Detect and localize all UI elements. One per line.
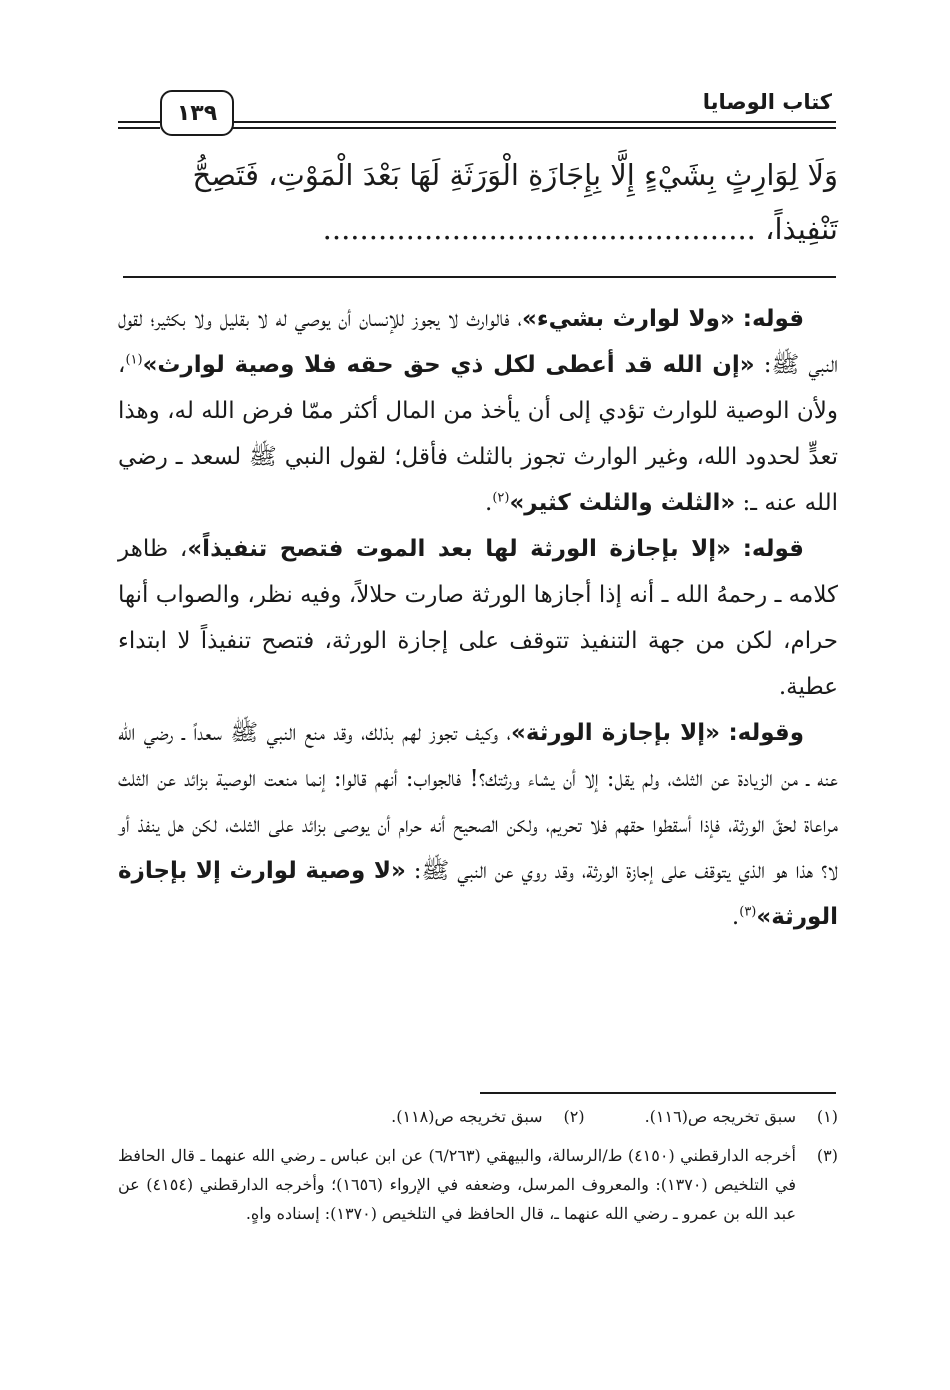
footnote-1 [645, 1102, 838, 1131]
header-rule-left-top [118, 121, 160, 123]
p2-lead: قوله: [742, 536, 804, 562]
p1-hadith-2: «الثلث والثلث كثير» [509, 490, 736, 516]
p1-text-1: ، فالوارث لا يجوز للإنسان أن يوصي له لا بقليل ولا بكثير؛ لقول النبي ﷺ: [118, 306, 838, 378]
header-rule-left-bottom [118, 127, 160, 129]
footnote-3-number: (٣) [816, 1146, 838, 1165]
p1-lead: قوله: [742, 306, 805, 332]
p3-text-1: ، وكيف تجوز لهم بذلك، وقد منع النبي ﷺ سعداً ـ رضي الله عنه ـ من الزيادة عن الثلث، ولم يقل: إلا أن يشاء ورثتك؟! فالجواب: أنهم قالوا: إنما منعت الوصية بزائد عن الثلث مراعاة لحقّ الورثة، فإذا أسقطوا حقهم فلا تحريم، ولكن الصحيح أنه حرام أن يوصى بزائد على الثلث، لكن هل ينفذ أو لا؟ هذا هو الذي يتوقف على إجازة الورثة، وقد روي عن النبي ﷺ: [118, 720, 839, 884]
p3-text-2: . [731, 904, 740, 930]
matn-text [118, 148, 838, 256]
footnote-3 [118, 1141, 838, 1228]
p2-text-1: ، ظاهر كلامه ـ رحمهُ الله ـ أنه إذا أجازها الورثة صارت حلالاً، وفيه نظر، والصواب أنها حرام، لكن من جهة التنفيذ تتوقف على إجازة الورثة، فتصح تنفيذاً لا ابتداء عطية. [118, 536, 838, 700]
p1-quote: «ولا لوارث بشيء» [522, 306, 735, 332]
p1-hadith-1: «إن الله قد أعطى لكل ذي حق حقه فلا وصية لوارث» [142, 352, 755, 378]
page-number [160, 90, 234, 136]
footnotes [118, 1102, 838, 1228]
footnote-2-text: سبق تخريجه ص(١١٨). [391, 1107, 543, 1126]
footnote-2-number: (٢) [563, 1107, 585, 1126]
paragraph-3 [118, 710, 838, 940]
footnote-separator [480, 1092, 836, 1094]
running-title: كتاب الوصايا [702, 90, 832, 114]
header-rule-right-bottom [230, 127, 836, 129]
header-rule-right-top [230, 121, 836, 123]
matn-line-2: تَنْفِيذاً، ............................................... [322, 212, 838, 246]
footnote-row-1-2 [118, 1102, 838, 1131]
footnote-ref-3[interactable]: (٣) [739, 904, 757, 920]
paragraph-1 [118, 296, 838, 526]
matn-line-1: وَلَا لِوَارِثٍ بِشَيْءٍ إِلَّا بِإِجَازَةِ الْوَرَثَةِ لَهَا بَعْدَ الْمَوْتِ، فَتَصِحُّ [192, 158, 838, 192]
footnote-2 [391, 1102, 584, 1131]
footnote-ref-1[interactable]: (١) [125, 352, 143, 368]
p3-hadith: «لا وصية لوارث إلا بإجازة الورثة» [118, 858, 838, 930]
footnote-1-text: سبق تخريجه ص(١١٦). [644, 1107, 796, 1126]
paragraph-2 [118, 526, 838, 710]
footnote-ref-2[interactable]: (٢) [492, 490, 510, 506]
p2-quote: «إلا بإجازة الورثة لها بعد الموت فتصح تنفيذاً» [187, 536, 731, 562]
p3-quote: «إلا بإجازة الورثة» [510, 720, 721, 746]
p3-lead: وقوله: [728, 720, 804, 746]
footnote-3-text: أخرجه الدارقطني (٤١٥٠) ط/الرسالة، والبيهقي (٦/٢٦٣) عن ابن عباس ـ رضي الله عنهما ـ قال الحافظ في التلخيص (١٣٧٠): والمعروف المرسل، وضعفه في الإرواء (١٦٥٦)؛ وأخرجه الدارقطني (٤١٥٤) عن عبد الله بن عمرو ـ رضي الله عنهما ـ، قال الحافظ في التلخيص (١٣٧٠): إسناده واهٍ. [118, 1146, 797, 1223]
commentary [118, 296, 838, 940]
page-number-text: ١٣٩ [176, 100, 218, 126]
footnote-1-number: (١) [816, 1107, 838, 1126]
p1-text-3: . [485, 490, 493, 516]
matn-separator [123, 276, 836, 278]
p1-text-2: ، ولأن الوصية للوارث تؤدي إلى أن يأخذ من المال أكثر ممّا فرض الله له، وهذا تعدٍّ لحدود الله، وغير الوارث تجوز بالثلث فأقل؛ لقول النبي ﷺ لسعد ـ رضي الله عنه ـ: [118, 352, 838, 516]
